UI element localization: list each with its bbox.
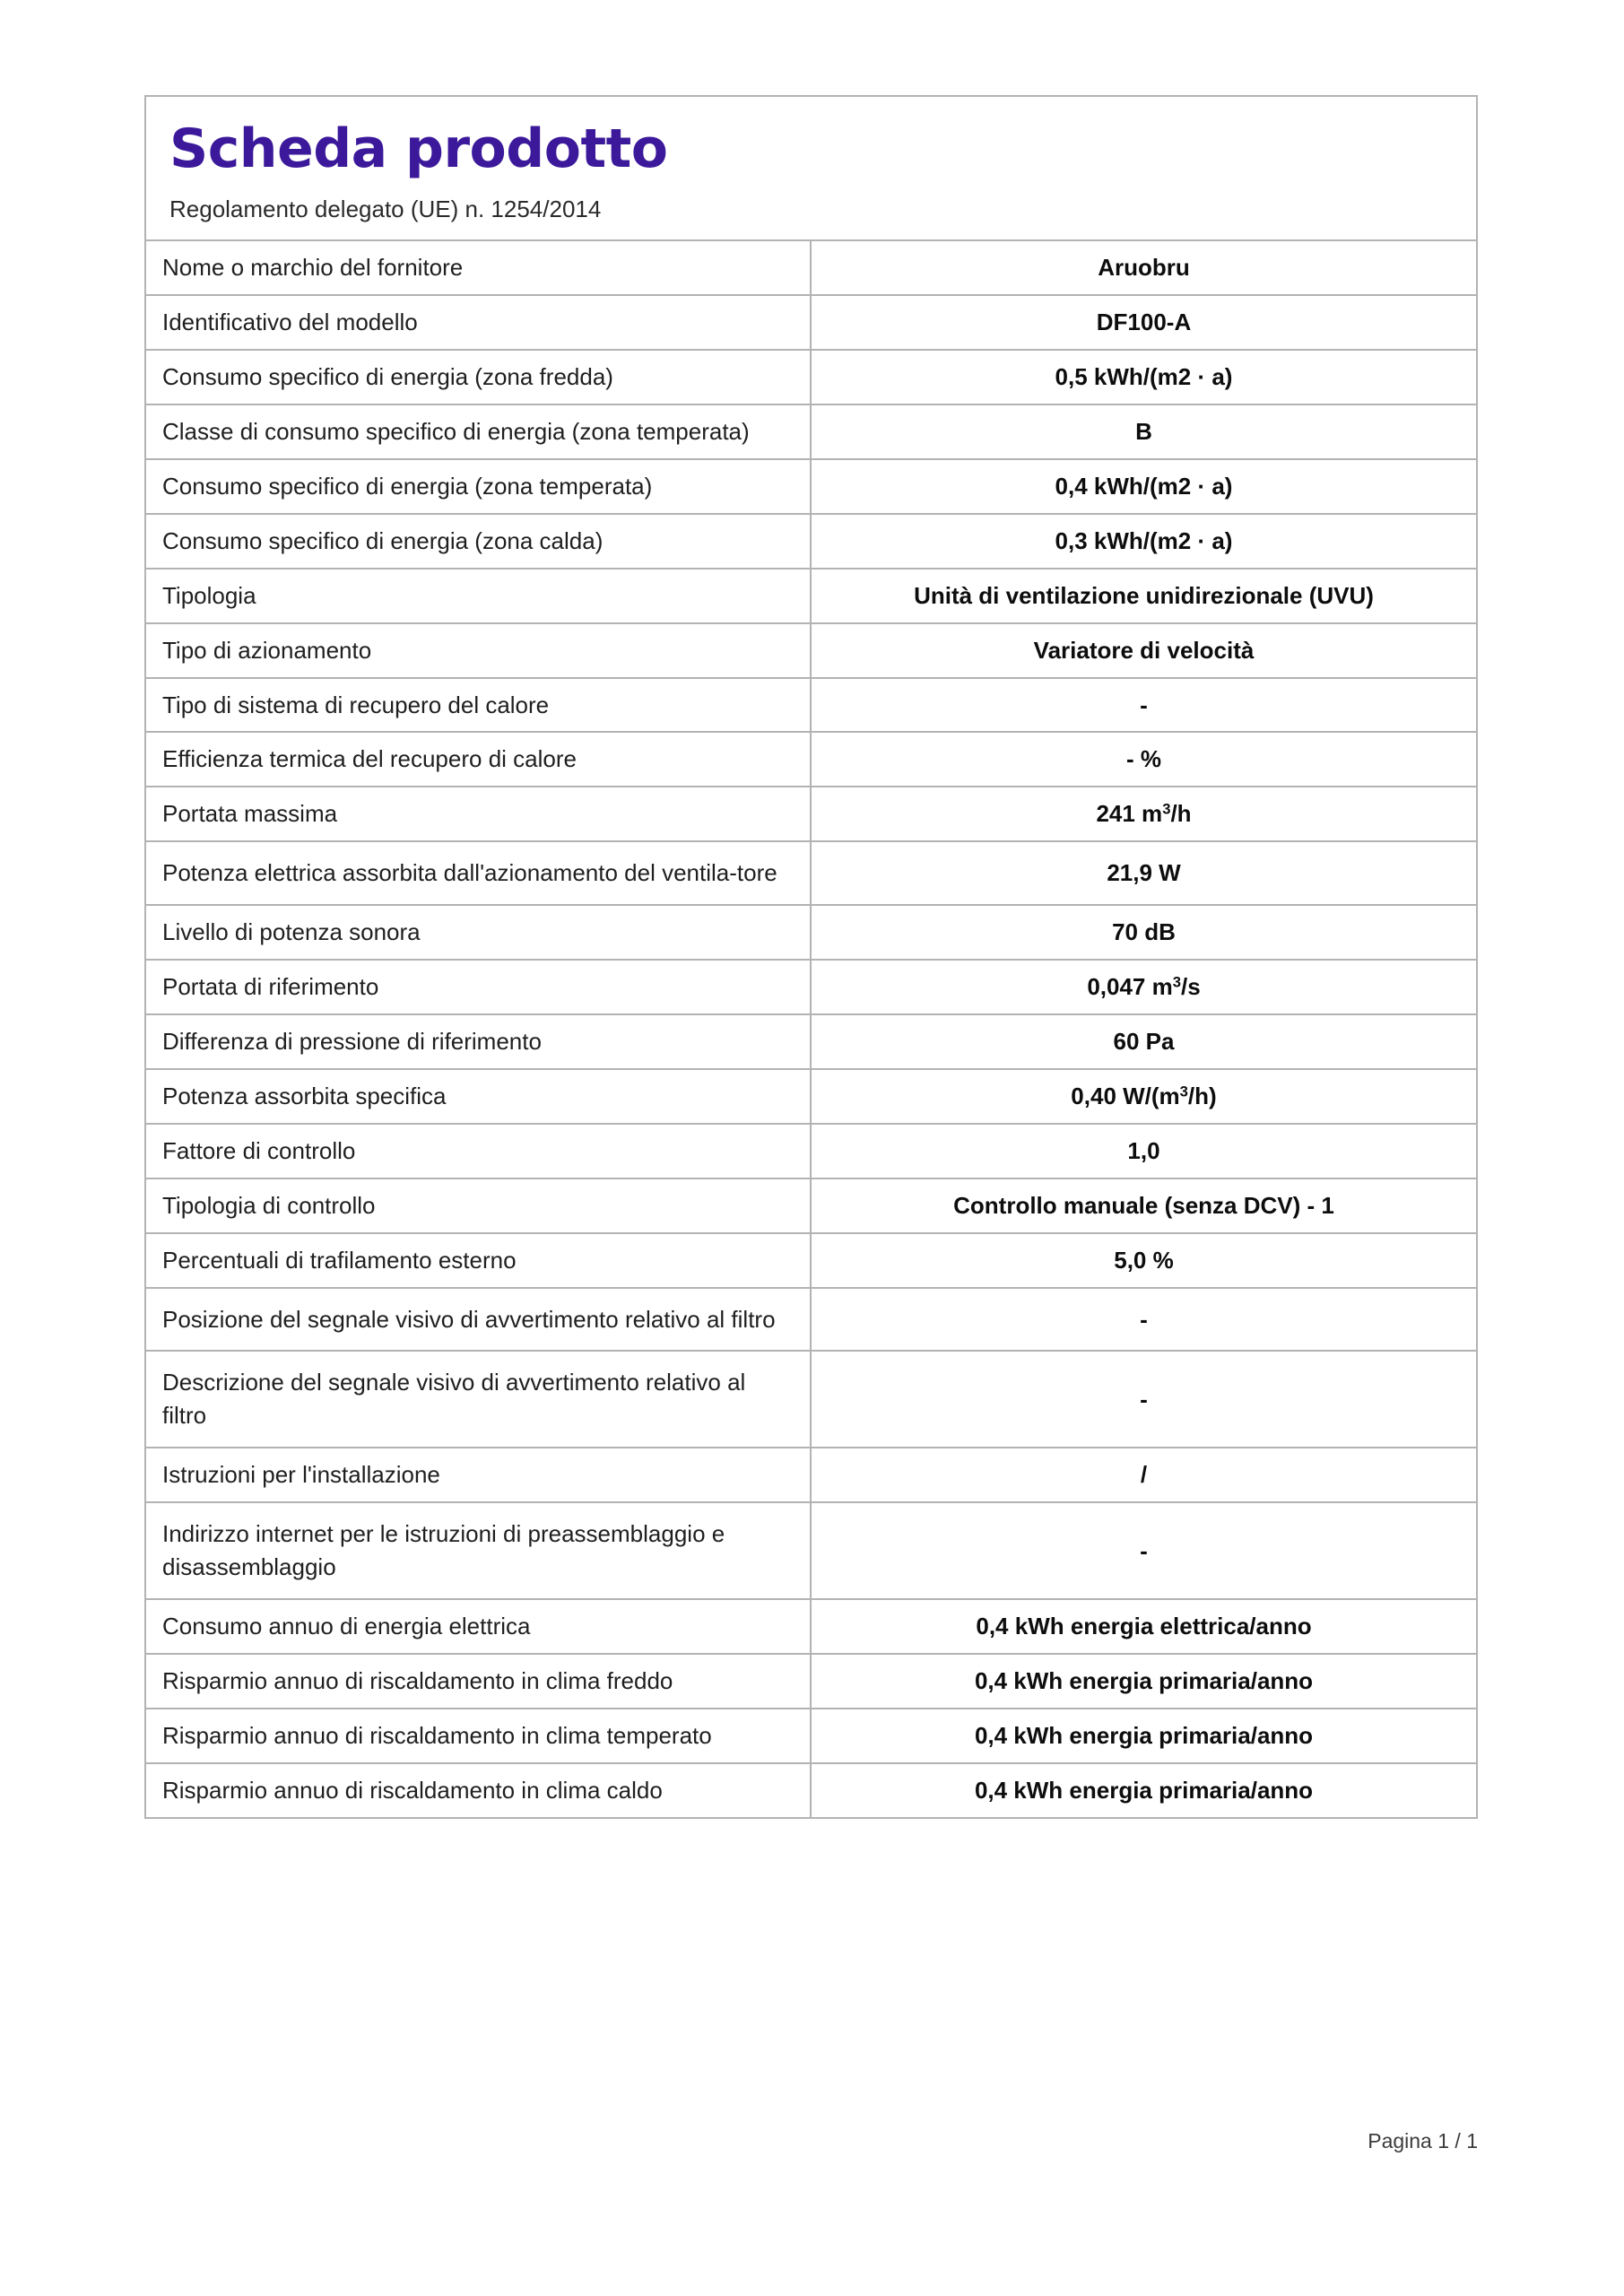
spec-value: - (811, 1288, 1476, 1352)
table-row (146, 569, 1476, 623)
spec-value: Variatore di velocità (811, 623, 1476, 678)
table-row (146, 1709, 1476, 1763)
spec-label: Descrizione del segnale visivo di avvertimento relativo al filtro (146, 1351, 811, 1448)
table-row (146, 1599, 1476, 1654)
table-row (146, 1351, 1476, 1448)
table-row (146, 241, 1476, 295)
page-title: Scheda prodotto (169, 117, 668, 180)
spec-value: 60 Pa (811, 1014, 1476, 1069)
table-row (146, 1014, 1476, 1069)
spec-label: Portata di riferimento (146, 960, 811, 1014)
spec-value: 0,4 kWh energia elettrica/anno (811, 1599, 1476, 1654)
table-row (146, 350, 1476, 404)
spec-label: Indirizzo internet per le istruzioni di preassemblaggio e disassemblaggio (146, 1502, 811, 1599)
table-row (146, 787, 1476, 841)
page-footer: Pagina 1 / 1 (1368, 2129, 1478, 2152)
spec-label: Consumo specifico di energia (zona calda) (146, 514, 811, 569)
spec-label: Potenza assorbita specifica (146, 1069, 811, 1124)
spec-label: Portata massima (146, 787, 811, 841)
spec-label: Percentuali di trafilamento esterno (146, 1233, 811, 1288)
spec-label: Identificativo del modello (146, 295, 811, 350)
table-row (146, 459, 1476, 514)
spec-value: / (811, 1448, 1476, 1502)
table-row (146, 1069, 1476, 1124)
spec-value: 0,4 kWh energia primaria/anno (811, 1763, 1476, 1818)
spec-label: Risparmio annuo di riscaldamento in clima caldo (146, 1763, 811, 1818)
spec-label: Istruzioni per l'installazione (146, 1448, 811, 1502)
table-row (146, 678, 1476, 733)
spec-value: 1,0 (811, 1124, 1476, 1178)
spec-value: 241 $m^3/h$ (811, 787, 1476, 841)
spec-label: Potenza elettrica assorbita dall'azionamento del ventila-tore (146, 841, 811, 905)
table-row (146, 960, 1476, 1014)
spec-label: Classe di consumo specifico di energia (zona temperata) (146, 404, 811, 459)
spec-label: Consumo specifico di energia (zona fredda) (146, 350, 811, 404)
spec-value: Unità di ventilazione unidirezionale (UVU) (811, 569, 1476, 623)
product-fiche-block (144, 95, 1478, 1819)
specification-table-body (146, 241, 1476, 1817)
spec-label: Tipologia di controllo (146, 1178, 811, 1233)
spec-value: 70 dB (811, 905, 1476, 960)
fiche-header (146, 97, 1476, 241)
table-row (146, 732, 1476, 787)
spec-value: - (811, 678, 1476, 733)
spec-value: 0,4 kWh energia primaria/anno (811, 1709, 1476, 1763)
spec-value: Controllo manuale (senza DCV) - 1 (811, 1178, 1476, 1233)
table-row (146, 1763, 1476, 1818)
table-row (146, 623, 1476, 678)
table-row (146, 1288, 1476, 1352)
table-row (146, 1178, 1476, 1233)
specification-table (146, 241, 1476, 1818)
spec-label: Posizione del segnale visivo di avvertimento relativo al filtro (146, 1288, 811, 1352)
spec-label: Nome o marchio del fornitore (146, 241, 811, 295)
spec-value: 0,40 $W/(m^3/h)$ (811, 1069, 1476, 1124)
spec-value: 21,9 W (811, 841, 1476, 905)
spec-value: B (811, 404, 1476, 459)
table-row (146, 514, 1476, 569)
spec-label: Tipo di sistema di recupero del calore (146, 678, 811, 733)
spec-value: - (811, 1502, 1476, 1599)
table-row (146, 295, 1476, 350)
spec-label: Tipo di azionamento (146, 623, 811, 678)
table-row (146, 1124, 1476, 1178)
table-row (146, 404, 1476, 459)
spec-label: Consumo annuo di energia elettrica (146, 1599, 811, 1654)
spec-label: Consumo specifico di energia (zona temperata) (146, 459, 811, 514)
spec-value: 5,0 % (811, 1233, 1476, 1288)
spec-value: - (811, 1351, 1476, 1448)
table-row (146, 1654, 1476, 1709)
spec-value: 0,5 kWh/(m2 · a) (811, 350, 1476, 404)
spec-value: 0,3 kWh/(m2 · a) (811, 514, 1476, 569)
regulation-reference: Regolamento delegato (UE) n. 1254/2014 (169, 195, 602, 222)
spec-label: Fattore di controllo (146, 1124, 811, 1178)
spec-value: 0,4 kWh/(m2 · a) (811, 459, 1476, 514)
table-row (146, 1448, 1476, 1502)
table-row (146, 905, 1476, 960)
spec-label: Tipologia (146, 569, 811, 623)
spec-label: Risparmio annuo di riscaldamento in clima temperato (146, 1709, 811, 1763)
table-row (146, 1502, 1476, 1599)
spec-label: Efficienza termica del recupero di calore (146, 732, 811, 787)
table-row (146, 841, 1476, 905)
spec-value: - % (811, 732, 1476, 787)
spec-label: Risparmio annuo di riscaldamento in clima freddo (146, 1654, 811, 1709)
spec-label: Differenza di pressione di riferimento (146, 1014, 811, 1069)
spec-value: 0,047 $m^3/s$ (811, 960, 1476, 1014)
spec-label: Livello di potenza sonora (146, 905, 811, 960)
table-row (146, 1233, 1476, 1288)
spec-value: 0,4 kWh energia primaria/anno (811, 1654, 1476, 1709)
spec-value: Aruobru (811, 241, 1476, 295)
spec-value: DF100-A (811, 295, 1476, 350)
